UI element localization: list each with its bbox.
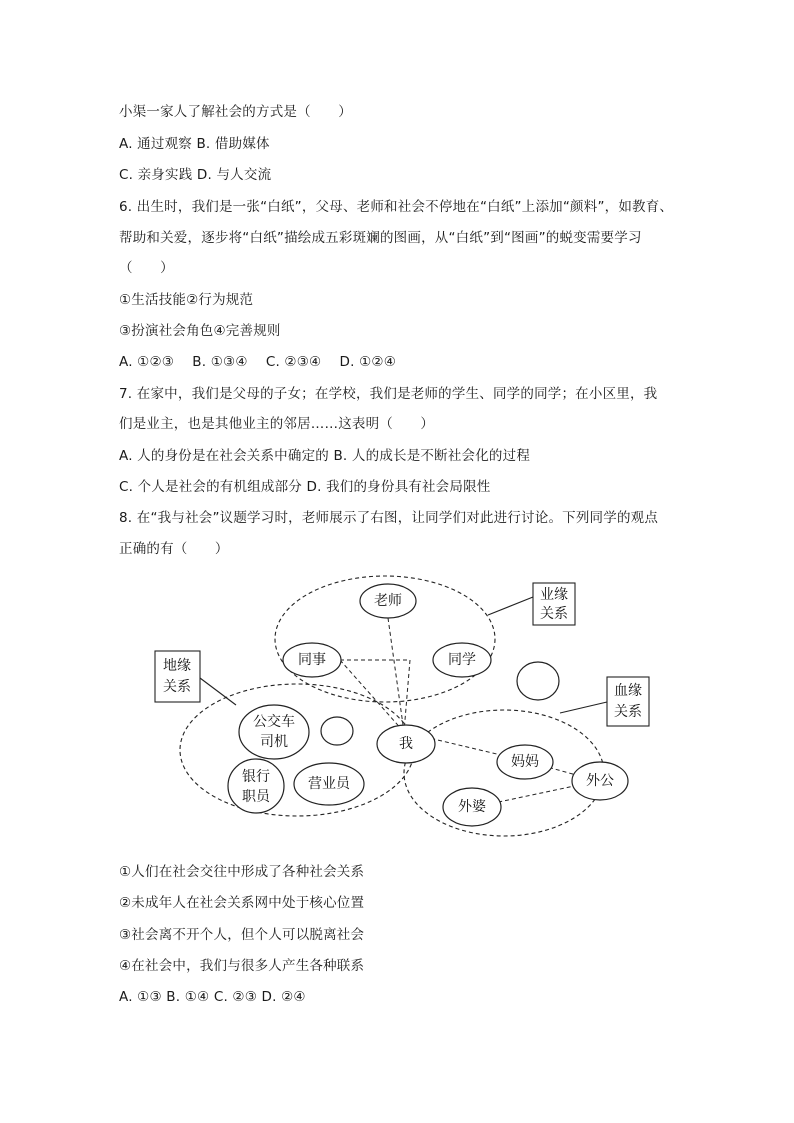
- node-empty-top: [517, 662, 559, 700]
- label-grandma: 外婆: [458, 799, 486, 815]
- q7-options-cd: C. 个人是社会的有机组成部分 D. 我们的身份具有社会局限性: [119, 479, 491, 495]
- q5-options-ab: A. 通过观察 B. 借助媒体: [119, 136, 270, 152]
- q5-options-cd: C. 亲身实践 D. 与人交流: [119, 167, 272, 183]
- q6-stem-line1: 6. 出生时，我们是一张“白纸”，父母、老师和社会不停地在“白纸”上添加“颜料”，如教育、: [119, 199, 674, 215]
- q6-stem-line3: （ ）: [119, 260, 174, 276]
- q8-stem-line1: 8. 在“我与社会”议题学习时，老师展示了右图，让同学们对此进行讨论。下列同学的观点: [119, 510, 659, 526]
- label-salesperson: 营业员: [308, 776, 350, 792]
- label-classmate: 同学: [448, 652, 476, 668]
- label-bank-clerk-1: 银行: [242, 769, 270, 785]
- label-blood-relation-2: 关系: [614, 704, 642, 720]
- q8-item-2: ②未成年人在社会关系网中处于核心位置: [119, 895, 365, 911]
- q7-options-ab: A. 人的身份是在社会关系中确定的 B. 人的成长是不断社会化的过程: [119, 448, 531, 464]
- label-geo-relation-1: 地缘: [163, 658, 191, 674]
- label-me: 我: [399, 736, 413, 752]
- q8-item-1: ①人们在社会交往中形成了各种社会关系: [119, 864, 365, 880]
- label-blood-relation-1: 血缘: [614, 683, 642, 699]
- label-bus-driver-2: 司机: [260, 734, 288, 750]
- label-grandpa: 外公: [586, 773, 614, 789]
- label-bank-clerk-2: 职员: [242, 789, 270, 805]
- label-colleague: 同事: [298, 652, 326, 668]
- q5-stem: 小渠一家人了解社会的方式是（ ）: [119, 104, 352, 120]
- q8-options: A. ①③ B. ①④ C. ②③ D. ②④: [119, 989, 306, 1005]
- node-empty-small: [321, 717, 353, 745]
- label-bus-driver-1: 公交车: [253, 714, 295, 730]
- q6-item-1-2: ①生活技能②行为规范: [119, 292, 254, 308]
- q6-stem-line2: 帮助和关爱，逐步将“白纸”描绘成五彩斑斓的图画，从“白纸”到“图画”的蜕变需要学习: [119, 230, 642, 246]
- label-work-relation-2: 关系: [540, 606, 568, 622]
- q8-stem-line2: 正确的有（ ）: [119, 541, 229, 557]
- q6-item-3-4: ③扮演社会角色④完善规则: [119, 323, 281, 339]
- label-work-relation-1: 业缘: [540, 587, 568, 603]
- q6-options: A. ①②③ B. ①③④ C. ②③④ D. ①②④: [119, 354, 397, 370]
- label-teacher: 老师: [374, 593, 402, 609]
- q7-stem-line2: 们是业主，也是其他业主的邻居……这表明（ ）: [119, 416, 435, 432]
- q8-item-4: ④在社会中，我们与很多人产生各种联系: [119, 958, 365, 974]
- social-relation-diagram: [150, 575, 642, 845]
- q8-item-3: ③社会离不开个人，但个人可以脱离社会: [119, 927, 365, 943]
- label-mom: 妈妈: [511, 754, 539, 770]
- label-geo-relation-2: 关系: [163, 679, 191, 695]
- q7-stem-line1: 7. 在家中，我们是父母的子女；在学校，我们是老师的学生、同学的同学；在小区里，我: [119, 386, 658, 402]
